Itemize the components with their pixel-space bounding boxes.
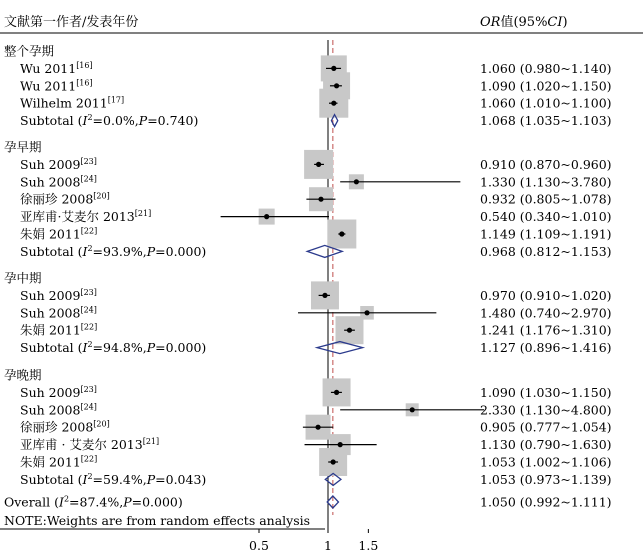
point-estimate bbox=[338, 442, 343, 447]
study-label: Wilhelm 2011[17] bbox=[20, 95, 125, 111]
subtotal-label: Subtotal $(I^2=94.8\%,P=0.000)$ bbox=[20, 340, 207, 356]
point-estimate bbox=[334, 390, 339, 395]
study-ci-text: 1.090 (1.030~1.150) bbox=[480, 384, 612, 400]
subtotal-ci-text: 1.068 (1.035~1.103) bbox=[480, 113, 612, 129]
study-ci-text: 1.053 (1.002~1.106) bbox=[480, 454, 612, 470]
study-label: Suh 2008[24] bbox=[20, 402, 97, 418]
point-estimate bbox=[354, 179, 359, 184]
group-heading: 孕晚期 bbox=[4, 367, 42, 383]
study-label: Wu 2011[16] bbox=[20, 60, 93, 76]
point-estimate bbox=[316, 162, 321, 167]
study-ci-text: 1.060 (0.980~1.140) bbox=[480, 60, 612, 76]
subtotal-label: Subtotal $(I^2=0.0\%,P=0.740)$ bbox=[20, 113, 199, 129]
point-estimate bbox=[334, 83, 339, 88]
study-ci-text: 0.905 (0.777~1.054) bbox=[480, 419, 612, 435]
point-estimate bbox=[331, 66, 336, 71]
study-label: 徐丽珍 2008[20] bbox=[20, 419, 110, 435]
x-axis bbox=[249, 529, 378, 553]
point-estimate bbox=[264, 214, 269, 219]
study-label: 朱娟 2011[22] bbox=[20, 322, 98, 338]
study-ci-text: 2.330 (1.130~4.800) bbox=[480, 402, 612, 418]
study-label: 朱娟 2011[22] bbox=[20, 454, 98, 470]
point-estimate bbox=[318, 197, 323, 202]
plot-layer bbox=[4, 40, 612, 529]
study-label: Suh 2009[23] bbox=[20, 156, 97, 172]
study-ci-text: 1.149 (1.109~1.191) bbox=[480, 226, 612, 242]
study-label: Suh 2008[24] bbox=[20, 305, 97, 321]
group-heading: 孕早期 bbox=[4, 139, 42, 155]
study-ci-text: 1.330 (1.130~3.780) bbox=[480, 174, 612, 190]
study-label: 亚库甫·艾麦尔 2013[21] bbox=[20, 209, 152, 225]
header-or-label: OR值(95%CI) bbox=[480, 15, 568, 30]
study-ci-text: 1.241 (1.176~1.310) bbox=[480, 322, 612, 338]
weights-note: NOTE:Weights are from random effects analysis bbox=[4, 513, 311, 528]
study-ci-text: 1.130 (0.790~1.630) bbox=[480, 437, 612, 453]
subtotal-ci-text: 0.968 (0.812~1.153) bbox=[480, 243, 612, 259]
subtotal-label: Subtotal $(I^2=93.9\%,P=0.000)$ bbox=[20, 243, 207, 259]
x-tick-label: 1 bbox=[324, 538, 332, 553]
point-estimate bbox=[410, 407, 415, 412]
study-label: Suh 2009[23] bbox=[20, 384, 97, 400]
group-heading: 孕中期 bbox=[4, 270, 42, 286]
study-label: 徐丽珍 2008[20] bbox=[20, 191, 110, 207]
point-estimate bbox=[331, 459, 336, 464]
subtotal-ci-text: 1.127 (0.896~1.416) bbox=[480, 340, 612, 356]
study-label: Suh 2009[23] bbox=[20, 287, 97, 303]
study-ci-text: 1.060 (1.010~1.100) bbox=[480, 95, 612, 111]
subtotal-ci-text: 1.053 (0.973~1.139) bbox=[480, 471, 612, 487]
study-ci-text: 0.540 (0.340~1.010) bbox=[480, 209, 612, 225]
point-estimate bbox=[331, 101, 336, 106]
overall-label: Overall $(I^2=87.4\%,P=0.000)$ bbox=[4, 494, 183, 510]
point-estimate bbox=[322, 293, 327, 298]
study-ci-text: 1.090 (1.020~1.150) bbox=[480, 78, 612, 94]
group-heading: 整个孕期 bbox=[4, 43, 55, 59]
point-estimate bbox=[339, 231, 344, 236]
study-ci-text: 0.932 (0.805~1.078) bbox=[480, 191, 612, 207]
point-estimate bbox=[347, 328, 352, 333]
x-tick-label: 1.5 bbox=[358, 538, 379, 553]
study-ci-text: 1.480 (0.740~2.970) bbox=[480, 305, 612, 321]
point-estimate bbox=[364, 310, 369, 315]
x-tick-label: 0.5 bbox=[249, 538, 269, 553]
subtotal-label: Subtotal $(I^2=59.4\%,P=0.043)$ bbox=[20, 471, 207, 487]
study-label: Suh 2008[24] bbox=[20, 174, 97, 190]
point-estimate bbox=[315, 425, 320, 430]
overall-ci-text: 1.050 (0.992~1.111) bbox=[480, 494, 612, 510]
study-ci-text: 0.910 (0.870~0.960) bbox=[480, 156, 612, 172]
study-label: 亚库甫 · 艾麦尔 2013[21] bbox=[20, 437, 160, 453]
study-label: Wu 2011[16] bbox=[20, 78, 93, 94]
study-label: 朱娟 2011[22] bbox=[20, 226, 98, 242]
study-ci-text: 0.970 (0.910~1.020) bbox=[480, 287, 612, 303]
header-study-label: 文献第一作者/发表年份 bbox=[4, 15, 139, 30]
